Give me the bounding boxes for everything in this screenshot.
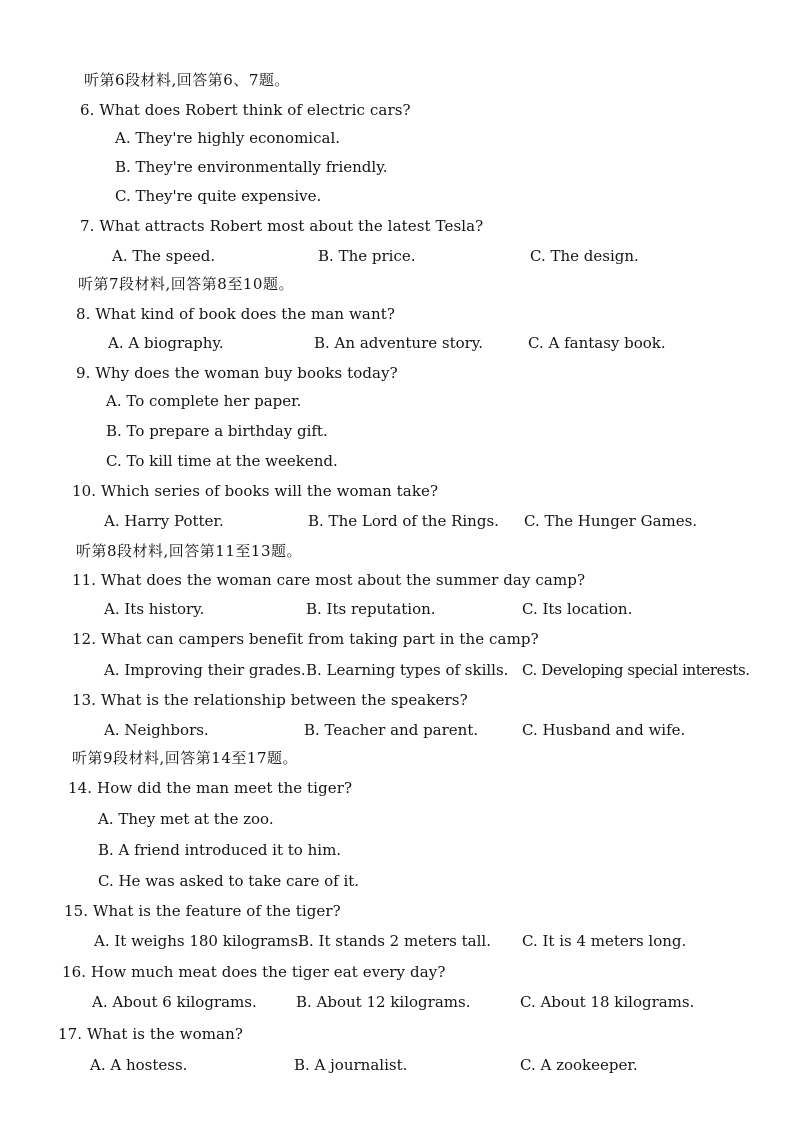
question-15-option-c: C. It is 4 meters long. bbox=[522, 932, 687, 950]
question-12-option-b: B. Learning types of skills. bbox=[306, 661, 509, 679]
question-15-stem: 15. What is the feature of the tiger? bbox=[64, 902, 341, 920]
question-11-option-c: C. Its location. bbox=[522, 600, 633, 618]
question-9-option-b: B. To prepare a birthday gift. bbox=[106, 422, 328, 440]
question-13-option-a: A. Neighbors. bbox=[104, 721, 209, 739]
section-heading-9: 听第9段材料,回答第14至17题。 bbox=[72, 749, 298, 767]
question-8-option-a: A. A biography. bbox=[108, 334, 224, 352]
question-11-option-a: A. Its history. bbox=[104, 600, 205, 618]
question-11-stem: 11. What does the woman care most about the summer day camp? bbox=[72, 571, 586, 589]
question-10-option-b: B. The Lord of the Rings. bbox=[308, 512, 499, 530]
question-14-stem: 14. How did the man meet the tiger? bbox=[68, 779, 353, 797]
question-7-option-a: A. The speed. bbox=[112, 247, 216, 265]
question-16-option-b: B. About 12 kilograms. bbox=[296, 993, 471, 1011]
question-16-option-c: C. About 18 kilograms. bbox=[520, 993, 695, 1011]
question-15-option-b: B. It stands 2 meters tall. bbox=[298, 932, 491, 950]
question-6-stem: 6. What does Robert think of electric cars? bbox=[80, 101, 411, 119]
question-10-stem: 10. Which series of books will the woman take? bbox=[72, 482, 439, 500]
question-16-option-a: A. About 6 kilograms. bbox=[92, 993, 257, 1011]
question-7-stem: 7. What attracts Robert most about the latest Tesla? bbox=[80, 217, 484, 235]
question-15-option-a: A. It weighs 180 kilograms. bbox=[94, 932, 303, 950]
section-heading-8: 听第8段材料,回答第11至13题。 bbox=[76, 542, 302, 560]
question-12-option-c: C. Developing special interests. bbox=[522, 661, 750, 679]
question-17-option-b: B. A journalist. bbox=[294, 1056, 408, 1074]
question-8-option-c: C. A fantasy book. bbox=[528, 334, 666, 352]
question-13-stem: 13. What is the relationship between the speakers? bbox=[72, 691, 468, 709]
question-7-option-c: C. The design. bbox=[530, 247, 639, 265]
question-8-stem: 8. What kind of book does the man want? bbox=[76, 305, 396, 323]
question-6-option-a: A. They're highly economical. bbox=[115, 129, 341, 147]
question-13-option-b: B. Teacher and parent. bbox=[304, 721, 479, 739]
question-7-option-b: B. The price. bbox=[318, 247, 416, 265]
question-9-stem: 9. Why does the woman buy books today? bbox=[76, 364, 398, 382]
question-17-stem: 17. What is the woman? bbox=[58, 1025, 243, 1043]
section-heading-6: 听第6段材料,回答第6、7题。 bbox=[84, 71, 290, 89]
question-10-option-a: A. Harry Potter. bbox=[104, 512, 224, 530]
question-12-stem: 12. What can campers benefit from taking part in the camp? bbox=[72, 630, 539, 648]
question-9-option-c: C. To kill time at the weekend. bbox=[106, 452, 338, 470]
section-heading-7: 听第7段材料,回答第8至10题。 bbox=[78, 275, 294, 293]
question-14-option-b: B. A friend introduced it to him. bbox=[98, 841, 342, 859]
question-6-option-b: B. They're environmentally friendly. bbox=[115, 158, 388, 176]
question-6-option-c: C. They're quite expensive. bbox=[115, 187, 322, 205]
question-14-option-c: C. He was asked to take care of it. bbox=[98, 872, 360, 890]
question-10-option-c: C. The Hunger Games. bbox=[524, 512, 698, 530]
question-14-option-a: A. They met at the zoo. bbox=[98, 810, 274, 828]
question-11-option-b: B. Its reputation. bbox=[306, 600, 436, 618]
question-8-option-b: B. An adventure story. bbox=[314, 334, 484, 352]
question-17-option-c: C. A zookeeper. bbox=[520, 1056, 638, 1074]
question-9-option-a: A. To complete her paper. bbox=[106, 392, 302, 410]
question-17-option-a: A. A hostess. bbox=[90, 1056, 188, 1074]
question-16-stem: 16. How much meat does the tiger eat every day? bbox=[62, 963, 446, 981]
question-12-option-a: A. Improving their grades. bbox=[104, 661, 306, 679]
question-13-option-c: C. Husband and wife. bbox=[522, 721, 686, 739]
